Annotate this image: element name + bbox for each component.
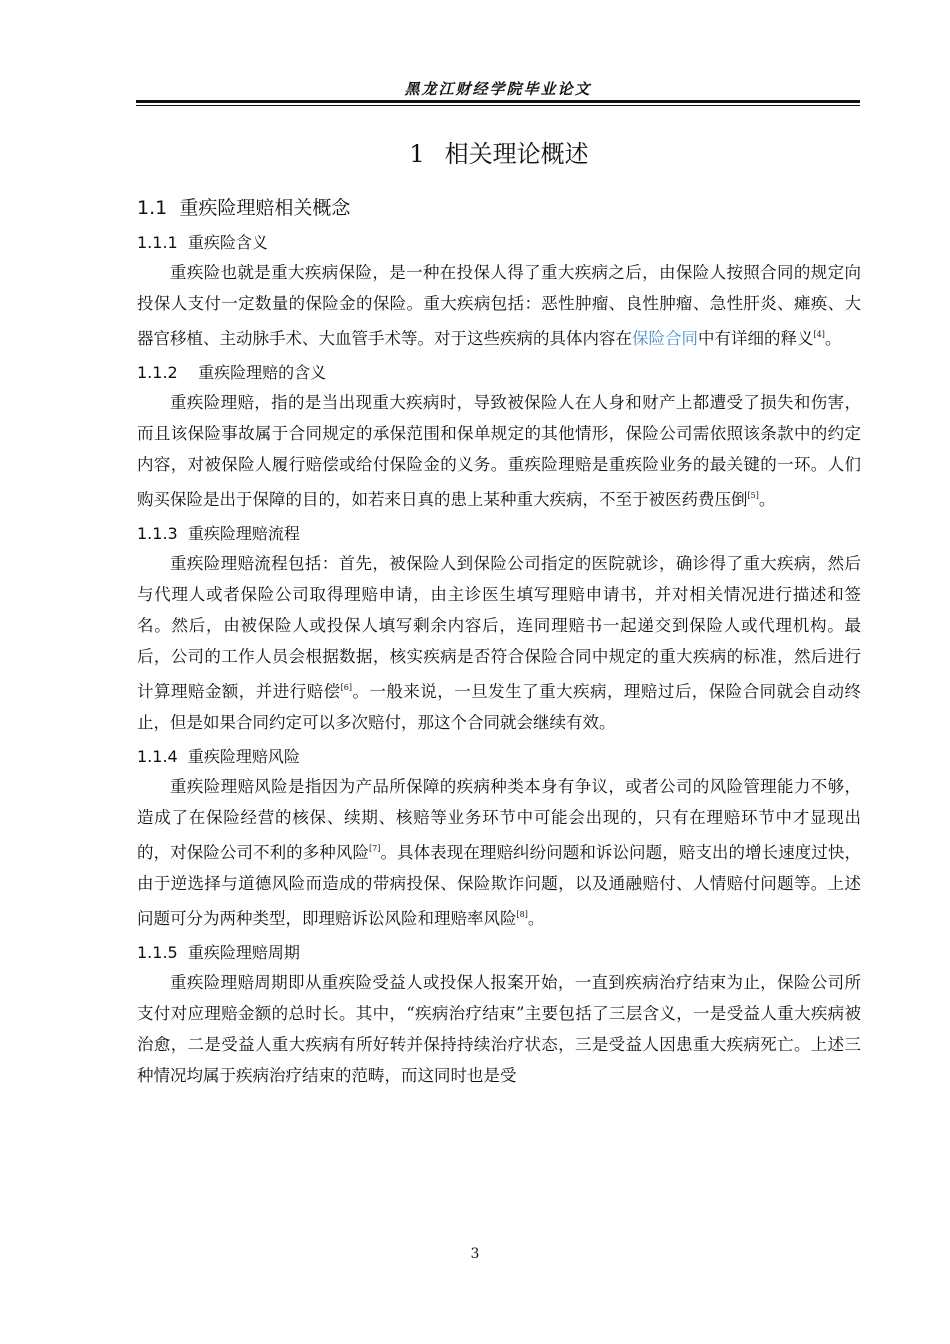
subsection-heading [137, 521, 861, 544]
insurance-contract-link[interactable]: 保险合同 [632, 329, 698, 348]
section-number: 1.1 [137, 197, 168, 219]
header-rule-thick [136, 100, 860, 103]
subsection-number: 1.1.5 [137, 943, 178, 962]
subsection-heading [137, 940, 861, 963]
citation: [7] [369, 844, 381, 853]
subsection-title: 重疾险理赔流程 [187, 524, 300, 543]
paragraph: 重疾险理赔，指的是当出现重大疾病时，导致被保险人在人身和财产上都遭受了损失和伤害，而且该保险事故属于合同规定的承保范围和保单规定的其他情形，保险公司需依照该条款中的约定内容，对被保险人履行赔偿或给付保险金的义务。重疾险理赔是重疾险业务的最关键的一环。人们购买保险是出于保障的目的，如若来日真的患上某种重大疾病，不至于被医药费压倒[5]。 [137, 393, 861, 509]
header-rule-thin [136, 105, 860, 106]
subsection-title: 重疾险理赔周期 [187, 943, 300, 962]
page-body [137, 130, 861, 1091]
subsection-number: 1.1.4 [137, 747, 178, 766]
section-heading [137, 193, 861, 220]
subsection-heading [137, 230, 861, 253]
citation: [8] [516, 910, 528, 919]
running-header: 黑龙江财经学院毕业论文 [404, 80, 592, 98]
subsection-heading [137, 360, 861, 383]
subsection-heading [137, 744, 861, 767]
chapter-number: 1 [409, 140, 425, 168]
citation: [5] [747, 491, 759, 500]
subsection-number: 1.1.1 [137, 233, 178, 252]
chapter-heading [137, 134, 861, 169]
paragraph: 重疾险理赔周期即从重疾险受益人或投保人报案开始，一直到疾病治疗结束为止，保险公司所支付对应理赔金额的总时长。其中，“疾病治疗结束”主要包括了三层含义，一是受益人重大疾病被治愈，二是受益人重大疾病有所好转并保持持续治疗状态，三是受益人因患重大疾病死亡。上述三种情况均属于疾病治疗结束的范畴，而这同时也是受 [137, 973, 861, 1085]
subsection-title: 重疾险理赔风险 [187, 747, 300, 766]
citation: [6] [340, 683, 352, 692]
subsection-title: 重疾险含义 [187, 233, 268, 252]
chapter-title: 相关理论概述 [444, 140, 589, 168]
paragraph: 重疾险理赔风险是指因为产品所保障的疾病种类本身有争议，或者公司的风险管理能力不够，造成了在保险经营的核保、续期、核赔等业务环节中可能会出现的，只有在理赔环节中才显现出的，对保险公司不利的多种风险[7]。具体表现在理赔纠纷问题和诉讼问题，赔支出的增长速度过快，由于逆选择与道德风险而造成的带病投保、保险欺诈问题，以及通融赔付、人情赔付问题等。上述问题可分为两种类型，即理赔诉讼风险和理赔率风险[8]。 [137, 777, 862, 928]
page-number: 3 [470, 1246, 480, 1262]
paragraph: 重疾险理赔流程包括：首先，被保险人到保险公司指定的医院就诊，确诊得了重大疾病，然后与代理人或者保险公司取得理赔申请，由主诊医生填写理赔申请书，并对相关情况进行描述和签名。然后，由被保险人或投保人填写剩余内容后，连同理赔书一起递交到保险人或代理机构。最后，公司的工作人员会根据数据，核实疾病是否符合保险合同中规定的重大疾病的标准，然后进行计算理赔金额，并进行赔偿[6]。一般来说，一旦发生了重大疾病，理赔过后，保险合同就会自动终止，但是如果合同约定可以多次赔付，那这个合同就会继续有效。 [137, 554, 862, 732]
section-title: 重疾险理赔相关概念 [179, 197, 351, 219]
subsection-number: 1.1.3 [137, 524, 178, 543]
subsection-number: 1.1.2 [137, 363, 178, 382]
citation: [4] [813, 330, 825, 339]
subsection-title: 重疾险理赔的含义 [198, 363, 327, 382]
paragraph: 重疾险也就是重大疾病保险，是一种在投保人得了重大疾病之后，由保险人按照合同的规定向投保人支付一定数量的保险金的保险。重大疾病包括：恶性肿瘤、良性肿瘤、急性肝炎、瘫痪、大器官移植、主动脉手术、大血管手术等。对于这些疾病的具体内容在保险合同中有详细的释义[4]。 [137, 263, 861, 348]
